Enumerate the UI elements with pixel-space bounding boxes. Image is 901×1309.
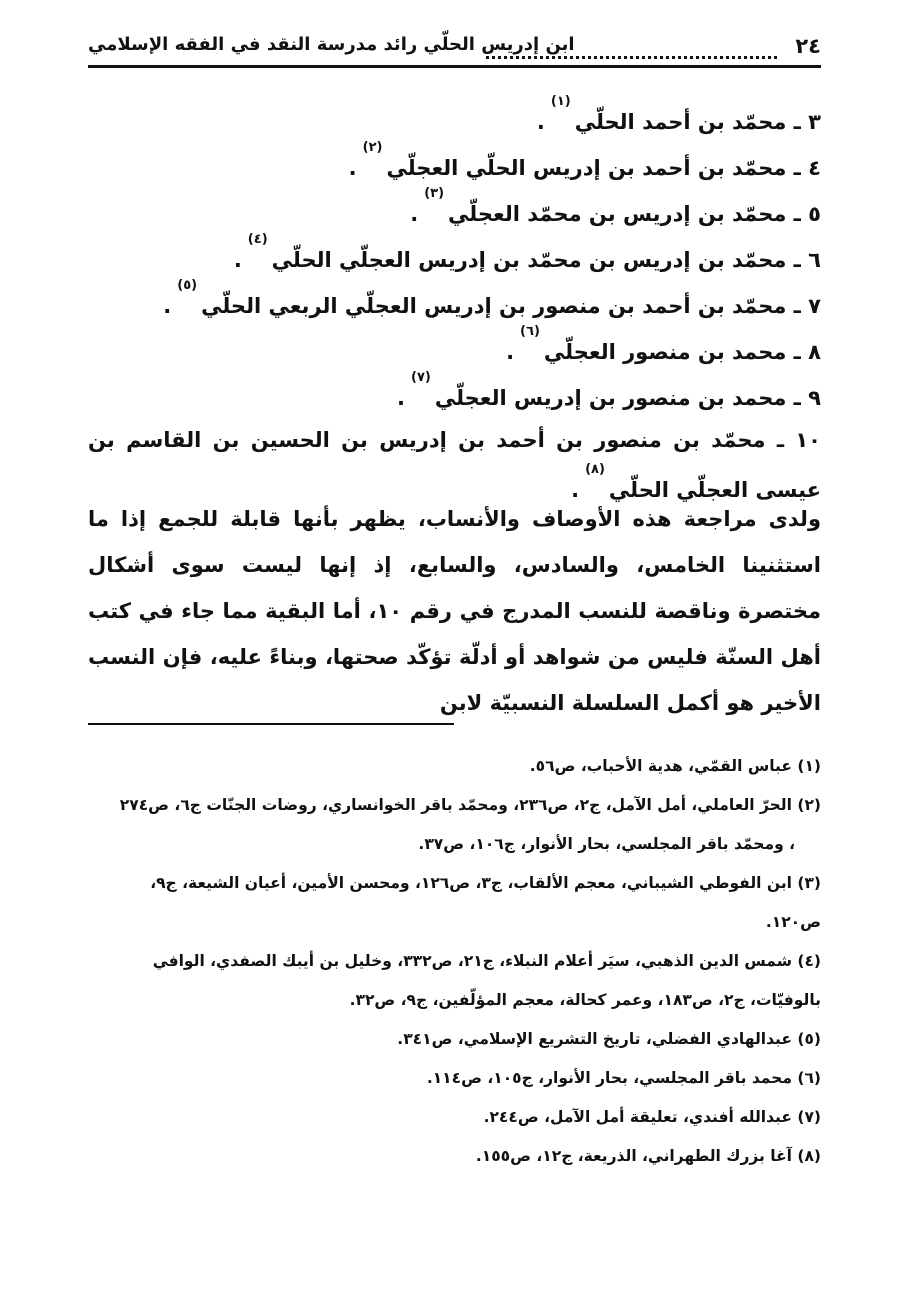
list-item: ٥ ـ محمّد بن إدريس بن محمّد العجلّي$^{(٣)}$.	[410, 186, 821, 226]
footnote-text: (١) عباس القمّي، هدية الأحباب، ص٥٦.	[529, 757, 821, 775]
body-paragraph: ولدى مراجعة هذه الأوصاف والأنساب، يظهر بأنها قابلة للجمع إذا ما استثنينا الخامس، والسادس، والسابع، إذ إنها ليست سوى أشكال مختصرة وناقصة للنسب المدرج في رقم ١٠، أما البقية مما جاء في كتب أهل السنّة فليس من شواهد أو أدلّة تؤكّد صحتها، وبناءً عليه، فإن النسب الأخير هو أكمل السلسلة النسبيّة لابن	[88, 507, 821, 715]
list-item-text: ٦ ـ محمّد بن إدريس بن محمّد بن إدريس العجلّي الحلّي	[271, 248, 821, 272]
list-item: ٩ ـ محمد بن منصور بن إدريس العجلّي$^{(٧)}$.	[397, 370, 821, 410]
footnote	[88, 747, 821, 786]
list-item-text: ٨ ـ محمد بن منصور العجلّي	[543, 340, 821, 364]
footnote-text: (٤) شمس الدين الذهبي، سيَر أعلام النبلاء، ج٢١، ص٣٣٢، وخليل بن أيبك الصفدي، الوافي	[152, 952, 821, 970]
list-item-text: ٥ ـ محمّد بن إدريس بن محمّد العجلّي	[448, 202, 821, 226]
list-item-text: ٩ ـ محمد بن منصور بن إدريس العجلّي	[434, 386, 821, 410]
footnote-marker[interactable]: (٨)	[585, 462, 605, 477]
footnote-text: (٢) الحرّ العاملي، أمل الآمل، ج٢، ص٢٣٦، ومحمّد باقر الخوانساري، روضات الجنّات ج٦، ص٢٧٤	[119, 796, 821, 814]
footnote-separator	[88, 723, 454, 725]
list-item-text: ١٠ ـ محمّد بن منصور بن أحمد بن إدريس بن الحسين بن القاسم بن عيسى العجلّي الحلّي	[88, 428, 821, 502]
list-item: ٦ ـ محمّد بن إدريس بن محمّد بن إدريس العجلّي الحلّي$^{(٤)}$.	[233, 232, 821, 272]
footnote-text: (٨) آغا بزرك الطهراني، الذريعة، ج١٢، ص١٥٥.	[475, 1147, 821, 1165]
list-item-text: ٤ ـ محمّد بن أحمد بن إدريس الحلّي العجلّي	[386, 156, 821, 180]
footnote-marker[interactable]: (٦)	[520, 324, 540, 339]
footnote-marker[interactable]: (٧)	[411, 370, 431, 385]
footnote-continuation: ، ومحمّد باقر المجلسي، بحار الأنوار، ج١٠٦، ص٣٧.	[418, 835, 795, 853]
list-item: ٣ ـ محمّد بن أحمد الحلّي$^{(١)}$.	[536, 94, 821, 134]
footnote-marker[interactable]: (٣)	[424, 186, 445, 201]
header-dotted-leader	[486, 56, 777, 59]
footnote-text: (٥) عبدالهادي الفضلي، تاريخ التشريع الإسلامي، ص٣٤١.	[397, 1030, 821, 1048]
list-item: ٤ ـ محمّد بن أحمد بن إدريس الحلّي العجلّي$^{(٢)}$.	[348, 140, 821, 180]
footnote	[88, 1098, 821, 1137]
footnote-marker[interactable]: (٢)	[362, 140, 383, 155]
footnote	[88, 1137, 821, 1176]
running-title: ابن إدريس الحلّي رائد مدرسة النقد في الفقه الإسلامي	[88, 34, 575, 55]
list-item-text: ٣ ـ محمّد بن أحمد الحلّي	[574, 110, 821, 134]
footnote-text: (٣) ابن الفوطي الشيباني، معجم الألقاب، ج٣، ص١٢٦، ومحسن الأمين، أعيان الشيعة، ج٩،	[150, 874, 821, 892]
footnote	[88, 1020, 821, 1059]
footnote-continuation: بالوفيّات، ج٢، ص١٨٣، وعمر كحالة، معجم المؤلّفين، ج٩، ص٣٢.	[349, 991, 821, 1009]
page-number: ٢٤	[795, 34, 821, 58]
footnote	[88, 864, 821, 942]
footnote	[88, 1059, 821, 1098]
footnote	[88, 786, 821, 864]
lineage-list	[88, 95, 821, 513]
list-item: ٨ ـ محمد بن منصور العجلّي$^{(٦)}$.	[506, 324, 821, 364]
footnote	[88, 942, 821, 1020]
footnote-text: (٦) محمد باقر المجلسي، بحار الأنوار، ج١٠٥، ص١١٤.	[426, 1069, 821, 1087]
footnote-continuation: ص١٢٠.	[765, 913, 821, 931]
footnote-marker[interactable]: (١)	[550, 94, 571, 109]
footnote-text: (٧) عبدالله أفندي، تعليقة أمل الآمل، ص٢٤٤.	[483, 1108, 821, 1126]
list-item: ١٠ ـ محمّد بن منصور بن أحمد بن إدريس بن الحسين بن القاسم بن عيسى العجلّي الحلّي$^{(٨)}$.	[88, 428, 821, 502]
footnote-marker[interactable]: (٤)	[247, 232, 268, 247]
list-item: ٧ ـ محمّد بن أحمد بن منصور بن إدريس العجلّي الربعي الحلّي$^{(٥)}$.	[163, 278, 821, 318]
header-rule	[88, 65, 821, 68]
footnotes	[88, 747, 821, 1176]
list-item-text: ٧ ـ محمّد بن أحمد بن منصور بن إدريس العجلّي الربعي الحلّي	[201, 294, 821, 318]
running-header	[88, 22, 821, 66]
footnote-marker[interactable]: (٥)	[177, 278, 198, 293]
